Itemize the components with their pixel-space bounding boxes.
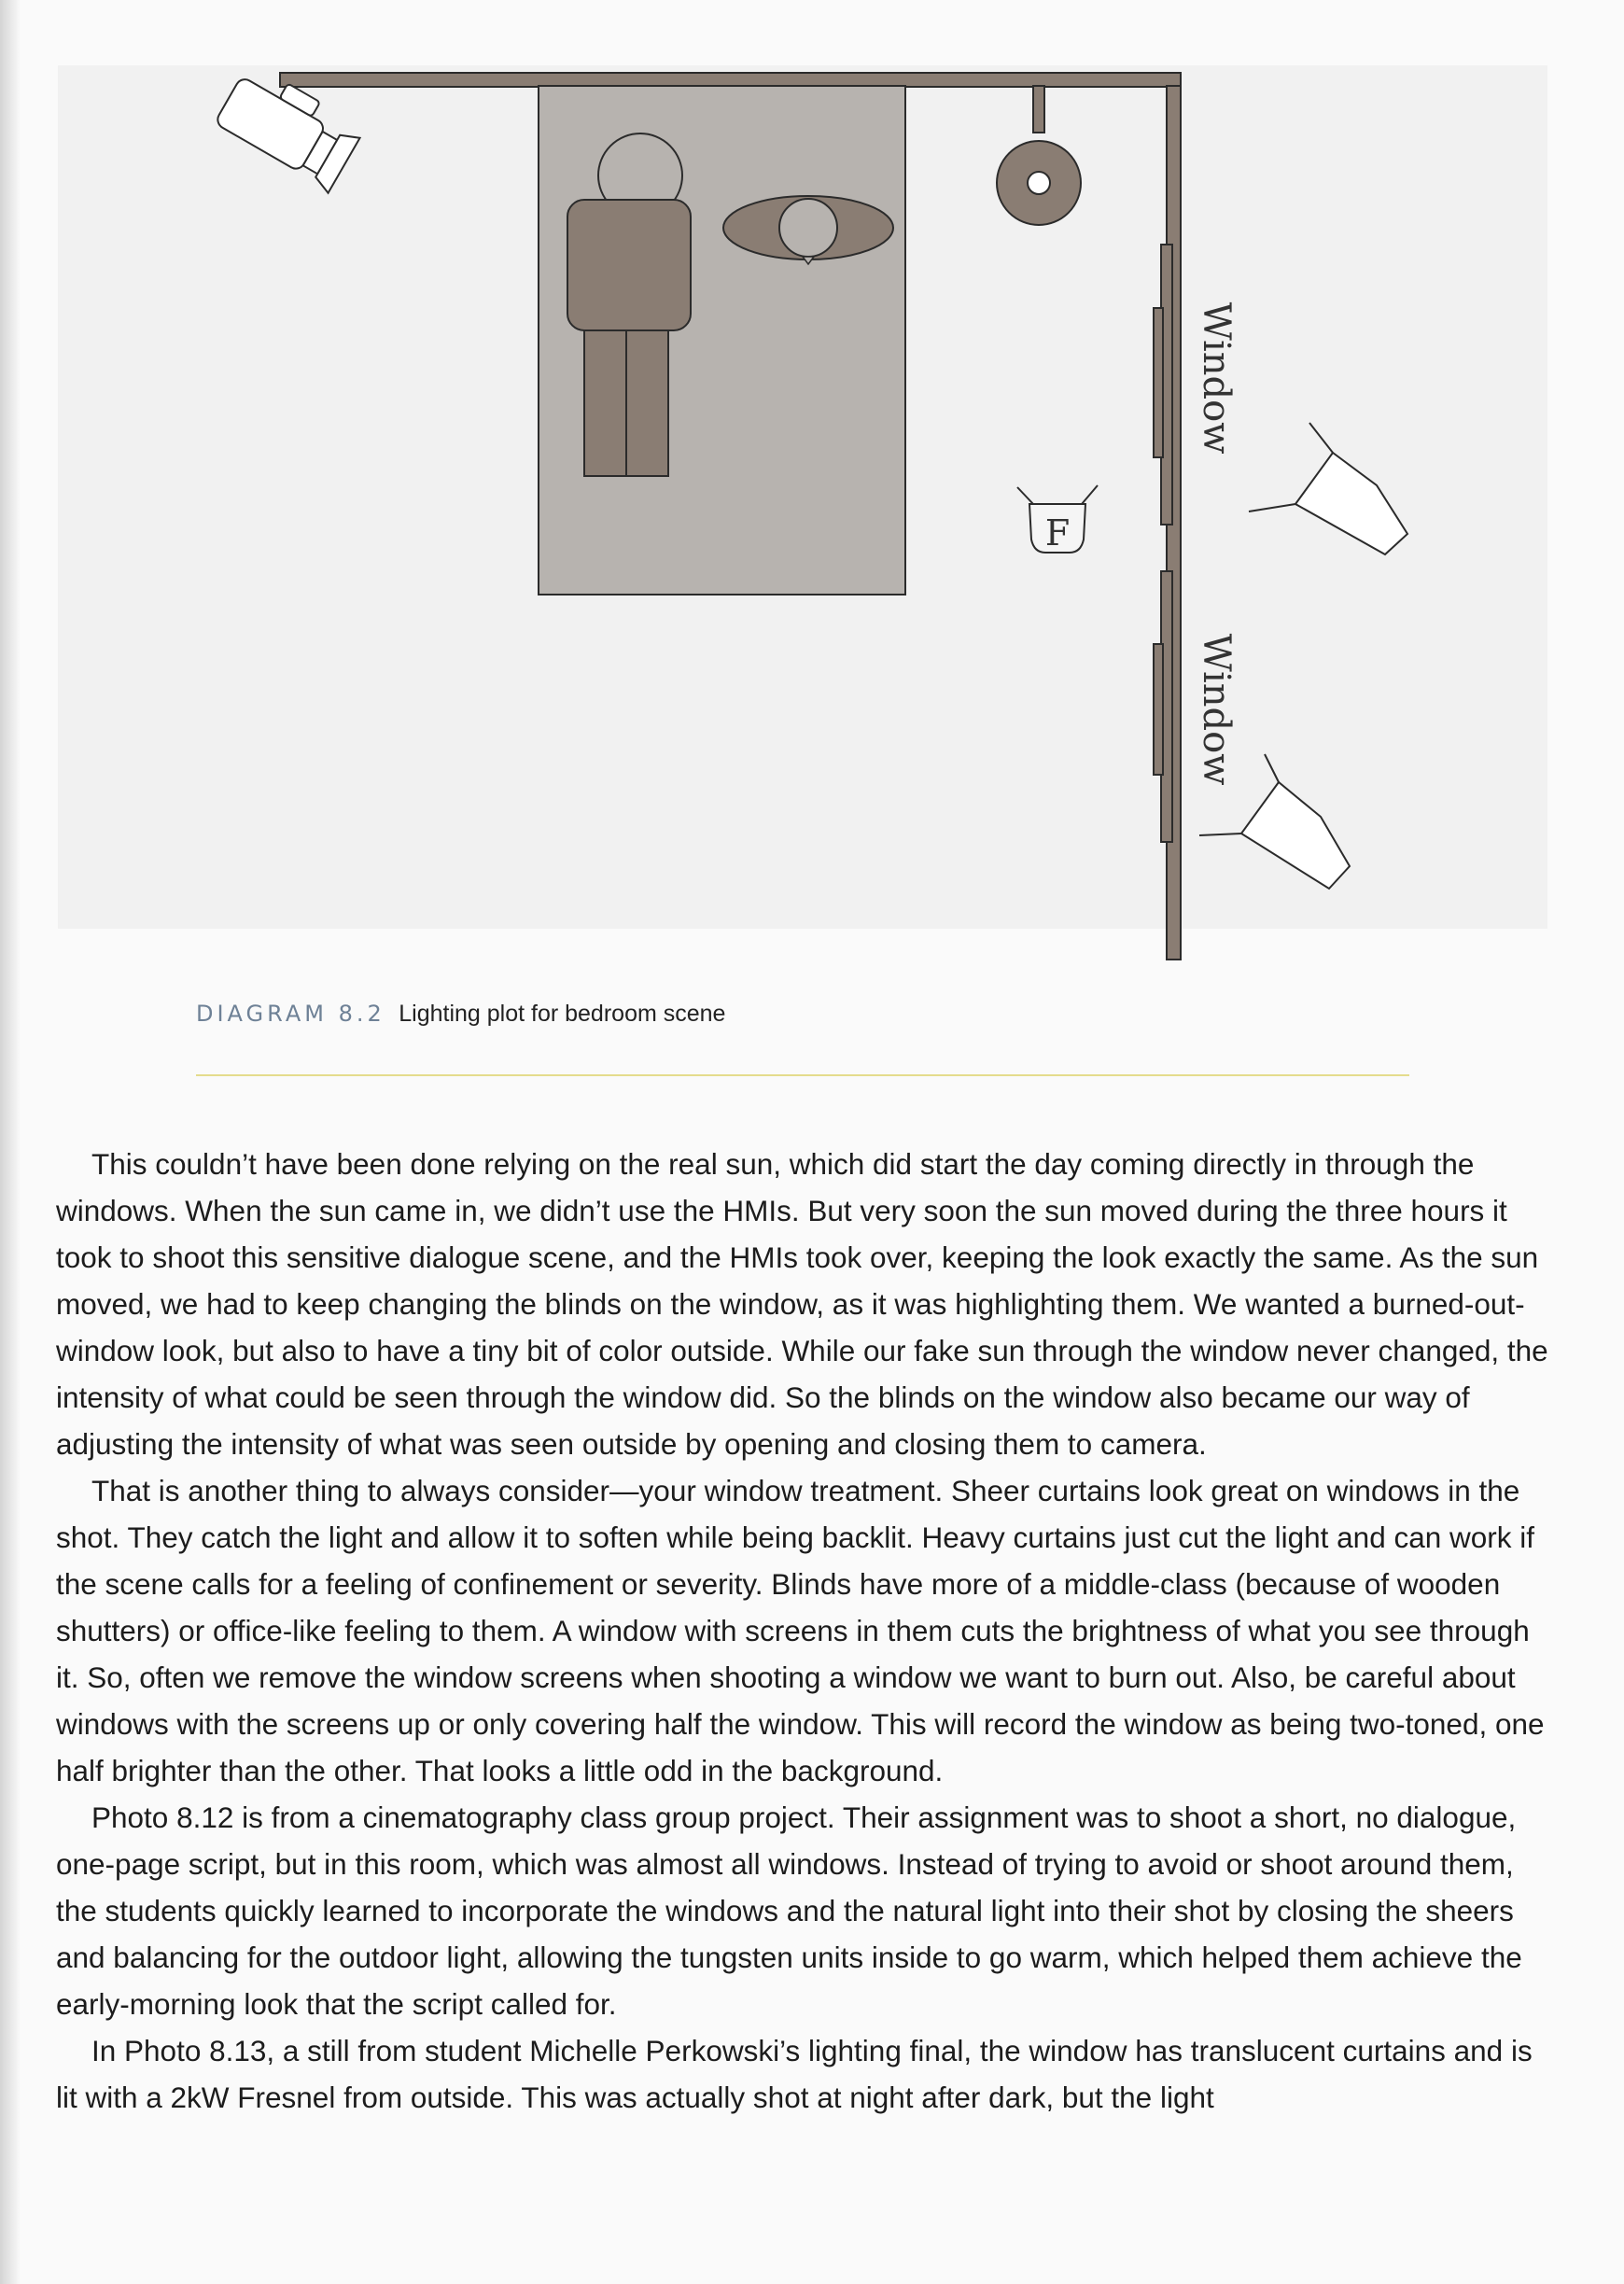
lamp-bulb (1028, 172, 1050, 194)
paragraph: This couldn’t have been done relying on the real sun, which did start the day coming directly in through the windows. When the sun came in, we didn’t use the HMIs. But very soon the sun moved during the three hours it took to shoot this sensitive dialogue scene, and the HMIs took over, keeping the look exactly the same. As the sun moved, we had to keep changing the blinds on the window, as it was highlighting them. We wanted a burned-out-window look, but also to have a tiny bit of color outside. While our fake sun through the window never changed, the intensity of what could be seen through the window did. So the blinds on the window also became our way of adjusting the intensity of what was seen outside by opening and closing them to camera. (56, 1147, 1548, 1461)
window-sill-lower (1154, 644, 1163, 775)
figure-caption (196, 1001, 725, 1028)
top-wall (280, 73, 1181, 87)
person-torso (567, 200, 691, 330)
lighting-plot-diagram (0, 0, 1624, 971)
second-person-head (779, 199, 837, 257)
body-text (56, 1141, 1549, 2121)
window-label-lower: Window (1195, 633, 1238, 786)
hmi-light-upper-icon (1249, 423, 1407, 554)
paragraph: In Photo 8.13, a still from student Michelle Perkowski’s lighting final, the window has translucent curtains and is lit with a 2kW Fresnel from outside. This was actually shot at night after dark, but the light (56, 2034, 1533, 2114)
person-right-leg (626, 330, 668, 476)
paragraph: That is another thing to always consider—your window treatment. Sheer curtains look great on windows in the shot. They catch the light and allow it to soften while being backlit. Heavy curtains just cut the light and can work if the scene calls for a feeling of confinement or severity. Blinds have more of a middle-class (because of wooden shutters) or office-like feeling to them. A window with screens in them cuts the brightness of what you see through it. So, often we remove the window screens when shooting a window we want to burn out. Also, be careful about windows with the screens up or only covering half the window. This will record the window as being two-toned, one half brighter than the other. That looks a little odd in the background. (56, 1474, 1545, 1787)
lamp-stem (1033, 86, 1044, 133)
person-left-leg (584, 330, 626, 476)
caption-divider (196, 1074, 1409, 1076)
paragraph: Photo 8.12 is from a cinematography class group project. Their assignment was to shoot a short, no dialogue, one-page script, but in this room, which was almost all windows. Instead of trying to avoid or shoot around them, the students quickly learned to incorporate the windows and the natural light into their shot by closing the sheers and balancing for the outdoor light, allowing the tungsten units inside to go warm, which helped them achieve the early-morning look that the script called for. (56, 1801, 1522, 2021)
window-sill-upper (1154, 308, 1163, 457)
caption-tag: DIAGRAM 8.2 (196, 1001, 385, 1027)
caption-text: Lighting plot for bedroom scene (399, 1001, 726, 1027)
fresnel-letter: F (1044, 512, 1071, 553)
window-label-upper: Window (1195, 301, 1238, 455)
